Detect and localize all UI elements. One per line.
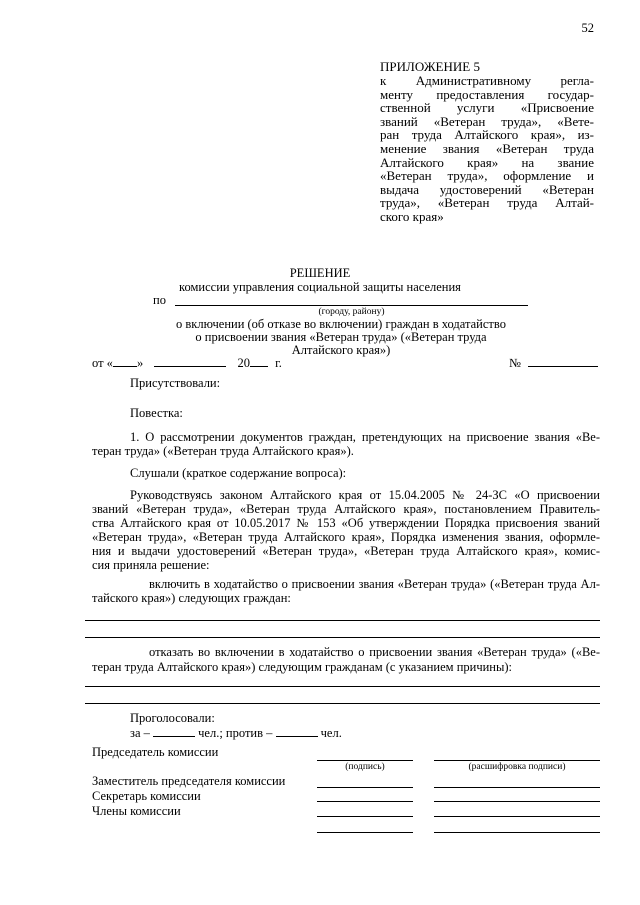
appendix-line: ского края» bbox=[380, 208, 444, 224]
chairman-signature-line[interactable] bbox=[317, 760, 413, 761]
day-field[interactable] bbox=[113, 355, 137, 367]
member-transcript-line-2[interactable] bbox=[434, 832, 600, 833]
month-field[interactable] bbox=[154, 355, 226, 367]
members-label: Члены комиссии bbox=[92, 804, 181, 818]
refuse-blank-line-1[interactable] bbox=[85, 686, 600, 687]
voted-label: Проголосовали: bbox=[130, 711, 215, 725]
refuse-blank-line-2[interactable] bbox=[85, 703, 600, 704]
chairman-transcript-line[interactable] bbox=[434, 760, 600, 761]
vote-for-field[interactable] bbox=[153, 725, 195, 737]
vote-against-label: чел.; против – bbox=[198, 726, 273, 740]
include-blank-line-1[interactable] bbox=[85, 620, 600, 621]
agenda-label: Повестка: bbox=[130, 406, 183, 420]
decision-title: РЕШЕНИЕ bbox=[289, 266, 351, 280]
appendix-line: ственной услуги «Присвоение bbox=[380, 100, 594, 116]
number-sign: № bbox=[509, 356, 521, 370]
date-prefix: от « bbox=[92, 356, 113, 370]
heard-label: Слушали (краткое содержание вопроса): bbox=[130, 466, 347, 480]
about-line-3: Алтайского края») bbox=[291, 343, 391, 357]
appendix-title: ПРИЛОЖЕНИЕ 5 bbox=[380, 59, 480, 74]
guided-l3: ства Алтайского края от 10.05.2017 № 153 «Об утверждении Порядка присвоения званий bbox=[92, 516, 600, 530]
member-transcript-line-1[interactable] bbox=[434, 816, 600, 817]
year-suffix: г. bbox=[275, 356, 282, 370]
chairman-label: Председатель комиссии bbox=[92, 745, 219, 759]
appendix-line: Алтайского края» на звание bbox=[380, 154, 594, 170]
guided-l4: «Ветеран труда», «Ветеран труда Алтайского края», Порядка изменения звания, оформле- bbox=[92, 530, 600, 544]
vote-people-label: чел. bbox=[320, 726, 342, 740]
vote-for-label: за – bbox=[130, 726, 150, 740]
guided-l5: ния и выдачи удостоверений «Ветеран труда», «Ветеран труда Алтайского края», комис- bbox=[92, 544, 600, 558]
include-l2: тайского края») следующих граждан: bbox=[92, 591, 291, 605]
signature-hint: (подпись) bbox=[345, 762, 385, 772]
vote-row bbox=[130, 725, 342, 740]
deputy-signature-line[interactable] bbox=[317, 787, 413, 788]
year-field[interactable] bbox=[250, 355, 268, 367]
guided-l6: сия приняла решение: bbox=[92, 558, 210, 572]
agenda-item-1-l2: теран труда» («Ветеран труда Алтайского края»). bbox=[92, 444, 354, 458]
secretary-transcript-line[interactable] bbox=[434, 801, 600, 802]
appendix-text bbox=[380, 74, 594, 224]
present-label: Присутствовали: bbox=[130, 376, 221, 390]
appendix-line: «Ветеран труда», оформление и bbox=[380, 168, 594, 184]
vote-against-field[interactable] bbox=[276, 725, 318, 737]
secretary-label: Секретарь комиссии bbox=[92, 789, 201, 803]
year-prefix: 20 bbox=[237, 356, 250, 370]
refuse-l2: теран труда Алтайского края») следующим гражданам (с указанием причины): bbox=[92, 660, 513, 674]
decision-subtitle: комиссии управления социальной защиты населения bbox=[179, 280, 461, 294]
about-line-2: о присвоении звания «Ветеран труда» («Ветеран труда bbox=[195, 330, 487, 344]
appendix-line: менту предоставления государ- bbox=[380, 86, 594, 102]
appendix-line: к Административному регла- bbox=[380, 73, 594, 88]
appendix-block bbox=[380, 59, 594, 224]
guided-l2: званий «Ветеран труда», «Ветеран труда Алтайского края», постановлением Правитель- bbox=[92, 502, 600, 516]
appendix-line: менение звания «Ветеран труда bbox=[380, 140, 594, 156]
agenda-item-1-l1: 1. О рассмотрении документов граждан, претендующих на присвоение звания «Ве- bbox=[130, 430, 600, 444]
member-signature-line-2[interactable] bbox=[317, 832, 413, 833]
include-blank-line-2[interactable] bbox=[85, 637, 600, 638]
appendix-line: труда», «Ветеран труда Алтай- bbox=[380, 195, 594, 211]
member-signature-line-1[interactable] bbox=[317, 816, 413, 817]
about-line-1: о включении (об отказе во включении) граждан в ходатайство bbox=[176, 317, 506, 331]
appendix-line: званий «Ветеран труда», «Вете- bbox=[380, 113, 594, 129]
date-row bbox=[92, 355, 282, 370]
page-number: 52 bbox=[581, 21, 594, 35]
appendix-line: выдача удостоверений «Ветеран bbox=[380, 181, 594, 197]
appendix-line: ран труда Алтайского края», из- bbox=[380, 127, 594, 143]
transcript-hint: (расшифровка подписи) bbox=[468, 762, 566, 772]
guided-l1: Руководствуясь законом Алтайского края от 15.04.2005 № 24-ЗС «О присвоении bbox=[130, 488, 600, 502]
deputy-label: Заместитель председателя комиссии bbox=[92, 774, 286, 788]
number-row bbox=[509, 355, 598, 370]
number-field[interactable] bbox=[528, 355, 598, 367]
location-hint: (городу, району) bbox=[318, 307, 385, 317]
include-l1: включить в ходатайство о присвоении звания «Ветеран труда» («Ветеран труда Ал- bbox=[149, 577, 600, 591]
deputy-transcript-line[interactable] bbox=[434, 787, 600, 788]
secretary-signature-line[interactable] bbox=[317, 801, 413, 802]
po-label: по bbox=[153, 293, 166, 307]
location-line[interactable] bbox=[175, 305, 528, 306]
refuse-l1: отказать во включении в ходатайство о присвоении звания «Ветеран труда» («Ве- bbox=[149, 645, 600, 659]
date-quote: » bbox=[136, 356, 144, 370]
